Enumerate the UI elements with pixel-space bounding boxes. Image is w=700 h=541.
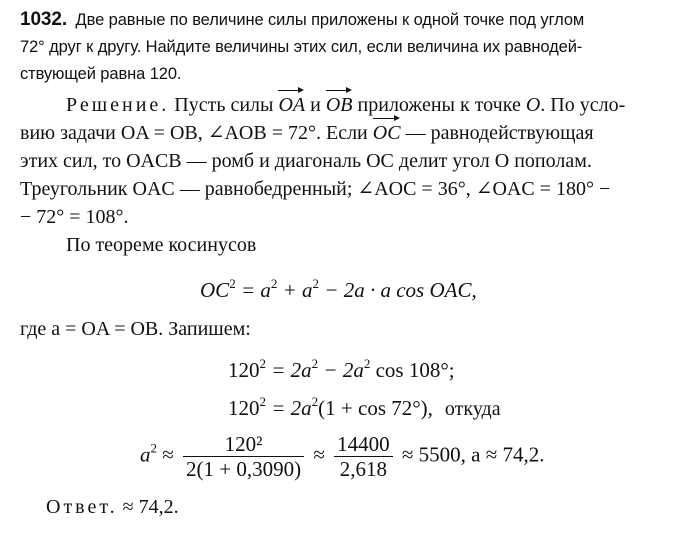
answer-label: Ответ. bbox=[46, 496, 118, 518]
solution-line-2: вию задачи OA = OB, ∠AOB = 72°. Если OC — равнодействующая bbox=[20, 119, 688, 147]
solution-line-3: этих сил, то OACB — ромб и диагональ OC делит угол O пополам. bbox=[20, 150, 592, 172]
problem-statement bbox=[20, 6, 688, 88]
solution-text bbox=[20, 91, 688, 259]
answer-line bbox=[46, 496, 179, 519]
problem-line-1: 1032. Две равные по величине силы приложены к одной точке под углом bbox=[20, 9, 585, 30]
vector-oc: OC bbox=[373, 119, 401, 147]
vector-oa: OA bbox=[278, 91, 305, 119]
equation-3: $120^2 = 2a^2(1 + \cos 72^\circ)$, откуда bbox=[228, 394, 501, 420]
problem-number: 1032. bbox=[20, 9, 68, 30]
solution-line-6: По теореме косинусов bbox=[66, 234, 257, 256]
where-line: где a = OA = OB. Запишем: bbox=[20, 318, 251, 340]
equation-cosine-law: $OC^2 = a^2 + a^2 - 2a \cdot a$ cos OAC, bbox=[200, 276, 477, 302]
fraction-2: $\frac{14400}{2,618}$ bbox=[334, 432, 393, 481]
problem-line-2: 72° друг к другу. Найдите величины этих сил, если величина их равнодей- bbox=[20, 38, 583, 56]
vector-ob: OB bbox=[326, 91, 353, 119]
answer-value: ≈ 74,2. bbox=[117, 496, 179, 518]
equation-4: $a^2$ ≈ $\frac{\text{120²}}{2(1 + 0,3090)}$ ≈ $\frac{14400}{2,618}$ ≈ 5500, a ≈ 74,2. bbox=[140, 432, 545, 481]
solution-line-1: Решение. Пусть силы OA и OB приложены к точке O. По усло- bbox=[20, 91, 688, 119]
solution-line-4: Треугольник OAC — равнобедренный; ∠AOC = 36°, ∠OAC = 180° − bbox=[20, 178, 611, 200]
fraction-1: $\frac{\text{120²}}{2(1 + 0,3090)}$ bbox=[183, 432, 304, 481]
solution-line-5: − 72° = 108°. bbox=[20, 206, 129, 228]
equation-2: $120^2 = 2a^2 - 2a^2$ cos 108°; bbox=[228, 356, 455, 382]
solution-label: Решение. bbox=[66, 94, 170, 116]
problem-line-3: ствующей равна 120. bbox=[20, 65, 182, 83]
